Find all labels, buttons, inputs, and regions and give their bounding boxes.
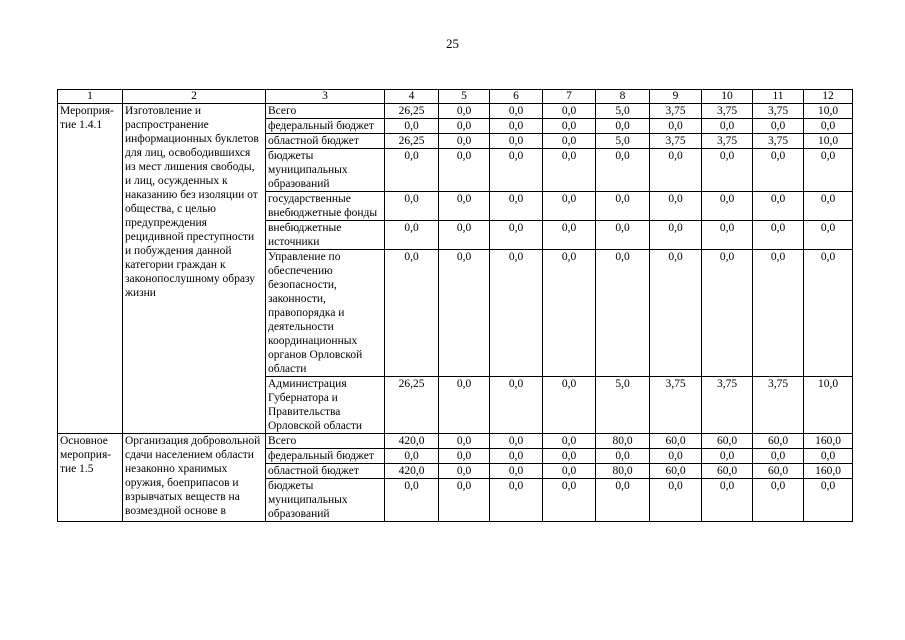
page-number: 25	[446, 36, 459, 51]
column-header: 3	[266, 90, 385, 104]
value-cell: 0,0	[702, 479, 753, 522]
header-row	[58, 90, 853, 104]
value-cell: 0,0	[543, 449, 596, 464]
value-cell: 0,0	[702, 221, 753, 250]
value-cell: 60,0	[650, 464, 702, 479]
value-cell: 0,0	[490, 479, 543, 522]
value-cell: 0,0	[753, 149, 804, 192]
value-cell: 0,0	[650, 221, 702, 250]
value-cell: 0,0	[596, 221, 650, 250]
funding-source-cell: бюджеты муниципальных образований	[266, 149, 385, 192]
funding-source-cell: областной бюджет	[266, 134, 385, 149]
value-cell: 80,0	[596, 434, 650, 449]
value-cell: 0,0	[543, 250, 596, 377]
column-header: 5	[439, 90, 490, 104]
value-cell: 0,0	[490, 221, 543, 250]
column-header: 9	[650, 90, 702, 104]
funding-source-cell: внебюджетные источники	[266, 221, 385, 250]
measure-cell: Мероприя- тие 1.4.1	[58, 104, 123, 434]
column-header: 8	[596, 90, 650, 104]
value-cell: 0,0	[753, 250, 804, 377]
measure-cell: Основное мероприя- тие 1.5	[58, 434, 123, 522]
value-cell: 0,0	[439, 192, 490, 221]
value-cell: 3,75	[702, 104, 753, 119]
value-cell: 5,0	[596, 104, 650, 119]
value-cell: 0,0	[702, 149, 753, 192]
value-cell: 0,0	[650, 250, 702, 377]
value-cell: 0,0	[439, 250, 490, 377]
value-cell: 0,0	[490, 377, 543, 434]
value-cell: 0,0	[439, 119, 490, 134]
value-cell: 0,0	[490, 104, 543, 119]
value-cell: 0,0	[753, 192, 804, 221]
column-header: 1	[58, 90, 123, 104]
value-cell: 80,0	[596, 464, 650, 479]
value-cell: 0,0	[543, 104, 596, 119]
value-cell: 0,0	[596, 449, 650, 464]
value-cell: 60,0	[650, 434, 702, 449]
value-cell: 0,0	[753, 221, 804, 250]
value-cell: 0,0	[439, 464, 490, 479]
value-cell: 3,75	[650, 104, 702, 119]
value-cell: 0,0	[490, 134, 543, 149]
value-cell: 0,0	[439, 104, 490, 119]
column-header: 7	[543, 90, 596, 104]
value-cell: 0,0	[439, 377, 490, 434]
column-header: 2	[123, 90, 266, 104]
funding-source-cell: государственные внебюджетные фонды	[266, 192, 385, 221]
value-cell: 3,75	[753, 134, 804, 149]
value-cell: 26,25	[385, 377, 439, 434]
value-cell: 5,0	[596, 377, 650, 434]
value-cell: 60,0	[753, 434, 804, 449]
value-cell: 0,0	[439, 434, 490, 449]
budget-table	[57, 89, 853, 522]
value-cell: 0,0	[804, 149, 853, 192]
value-cell: 0,0	[490, 149, 543, 192]
value-cell: 0,0	[596, 192, 650, 221]
value-cell: 0,0	[596, 479, 650, 522]
value-cell: 0,0	[385, 149, 439, 192]
value-cell: 3,75	[753, 104, 804, 119]
value-cell: 0,0	[385, 479, 439, 522]
column-header: 6	[490, 90, 543, 104]
funding-source-cell: федеральный бюджет	[266, 449, 385, 464]
value-cell: 0,0	[543, 434, 596, 449]
value-cell: 0,0	[650, 479, 702, 522]
value-cell: 0,0	[543, 377, 596, 434]
value-cell: 0,0	[804, 119, 853, 134]
value-cell: 0,0	[753, 449, 804, 464]
value-cell: 420,0	[385, 464, 439, 479]
value-cell: 0,0	[385, 119, 439, 134]
funding-source-cell: Всего	[266, 104, 385, 119]
value-cell: 0,0	[439, 449, 490, 464]
value-cell: 60,0	[753, 464, 804, 479]
value-cell: 0,0	[543, 149, 596, 192]
value-cell: 160,0	[804, 434, 853, 449]
value-cell: 0,0	[490, 449, 543, 464]
value-cell: 0,0	[385, 250, 439, 377]
value-cell: 0,0	[596, 149, 650, 192]
value-cell: 0,0	[804, 449, 853, 464]
value-cell: 0,0	[439, 134, 490, 149]
value-cell: 10,0	[804, 377, 853, 434]
funding-source-cell: Управление по обеспечению безопасности, законности, правопорядка и деятельности координационных органов Орловской области	[266, 250, 385, 377]
value-cell: 0,0	[439, 149, 490, 192]
value-cell: 0,0	[804, 250, 853, 377]
funding-source-cell: Всего	[266, 434, 385, 449]
value-cell: 3,75	[702, 377, 753, 434]
value-cell: 26,25	[385, 134, 439, 149]
value-cell: 0,0	[596, 250, 650, 377]
value-cell: 160,0	[804, 464, 853, 479]
value-cell: 0,0	[650, 149, 702, 192]
value-cell: 3,75	[702, 134, 753, 149]
value-cell: 3,75	[650, 377, 702, 434]
description-cell: Изготовление и распространение информационных буклетов для лиц, освободившихся из мест лишения свободы, и лиц, осужденных к наказанию без изоляции от общества, с целью предупреждения рецидивной преступности и побуждения данной категории граждан к законопослушному образу жизни	[123, 104, 266, 434]
value-cell: 0,0	[543, 192, 596, 221]
column-header: 10	[702, 90, 753, 104]
column-header: 4	[385, 90, 439, 104]
value-cell: 0,0	[753, 119, 804, 134]
value-cell: 0,0	[543, 464, 596, 479]
value-cell: 60,0	[702, 434, 753, 449]
funding-source-cell: областной бюджет	[266, 464, 385, 479]
value-cell: 3,75	[650, 134, 702, 149]
value-cell: 0,0	[650, 119, 702, 134]
value-cell: 0,0	[385, 449, 439, 464]
value-cell: 0,0	[439, 221, 490, 250]
value-cell: 0,0	[650, 192, 702, 221]
value-cell: 0,0	[490, 119, 543, 134]
value-cell: 0,0	[804, 221, 853, 250]
column-header: 11	[753, 90, 804, 104]
value-cell: 420,0	[385, 434, 439, 449]
funding-source-cell: Администрация Губернатора и Правительства Орловской области	[266, 377, 385, 434]
value-cell: 0,0	[490, 250, 543, 377]
table-row	[58, 434, 853, 449]
value-cell: 5,0	[596, 134, 650, 149]
value-cell: 0,0	[490, 434, 543, 449]
column-header: 12	[804, 90, 853, 104]
value-cell: 0,0	[543, 119, 596, 134]
value-cell: 0,0	[543, 134, 596, 149]
table-row	[58, 104, 853, 119]
value-cell: 0,0	[490, 192, 543, 221]
description-cell: Организация добровольной сдачи населением области незаконно хранимых оружия, боеприпасов и взрывчатых веществ на возмездной основе в	[123, 434, 266, 522]
value-cell: 0,0	[490, 464, 543, 479]
value-cell: 0,0	[702, 119, 753, 134]
value-cell: 0,0	[753, 479, 804, 522]
funding-source-cell: бюджеты муниципальных образований	[266, 479, 385, 522]
value-cell: 10,0	[804, 134, 853, 149]
value-cell: 0,0	[650, 449, 702, 464]
value-cell: 0,0	[702, 192, 753, 221]
value-cell: 3,75	[753, 377, 804, 434]
value-cell: 26,25	[385, 104, 439, 119]
value-cell: 0,0	[804, 479, 853, 522]
value-cell: 0,0	[596, 119, 650, 134]
value-cell: 0,0	[702, 449, 753, 464]
value-cell: 0,0	[804, 192, 853, 221]
value-cell: 10,0	[804, 104, 853, 119]
funding-source-cell: федеральный бюджет	[266, 119, 385, 134]
value-cell: 0,0	[385, 221, 439, 250]
value-cell: 0,0	[543, 479, 596, 522]
value-cell: 0,0	[543, 221, 596, 250]
value-cell: 0,0	[702, 250, 753, 377]
value-cell: 60,0	[702, 464, 753, 479]
value-cell: 0,0	[385, 192, 439, 221]
value-cell: 0,0	[439, 479, 490, 522]
